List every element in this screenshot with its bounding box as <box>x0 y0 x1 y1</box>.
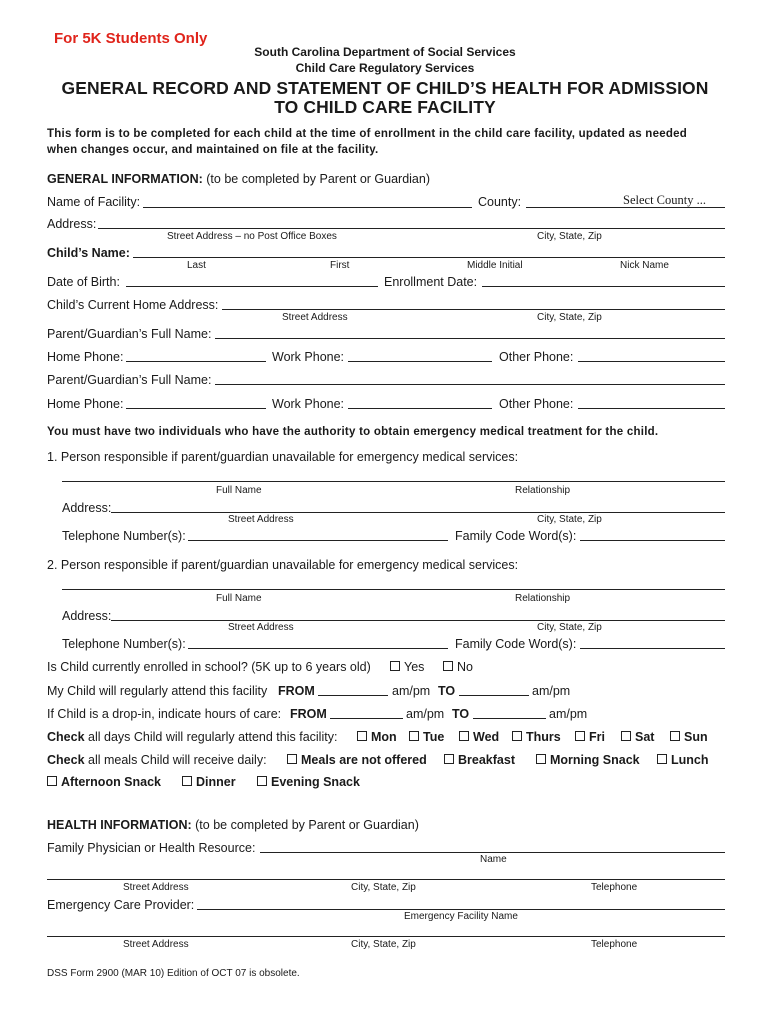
day-option-wed[interactable] <box>459 730 499 744</box>
day-label: Wed <box>473 730 500 744</box>
dropin-label: If Child is a drop-in, indicate hours of care: <box>47 707 282 721</box>
regular-from-field[interactable] <box>318 695 388 696</box>
school-yes-label: Yes <box>404 660 425 674</box>
emergency-caption-street: Street Address <box>123 939 189 950</box>
dob-field[interactable] <box>126 286 378 287</box>
intro-line1: This form is to be completed for each child at the time of enrollment in the child care facility, updated as needed <box>47 128 688 140</box>
emergency-caption-facility: Emergency Facility Name <box>404 911 518 922</box>
facility-address-field[interactable] <box>98 228 725 229</box>
dropin-from-label: FROM <box>290 707 327 721</box>
facility-field[interactable] <box>143 207 472 208</box>
parent2-other-phone-field[interactable] <box>578 408 725 409</box>
child-name-label: Child’s Name: <box>47 246 130 260</box>
day-label: Thurs <box>526 730 561 744</box>
caption-first: First <box>330 260 350 271</box>
parent2-label: Parent/Guardian’s Full Name: <box>47 373 212 387</box>
enrollment-field[interactable] <box>482 286 725 287</box>
meals-question-text: all meals Child will receive daily: <box>88 753 267 767</box>
day-label: Fri <box>589 730 605 744</box>
home-caption-city: City, State, Zip <box>537 312 602 323</box>
checkbox-icon <box>575 731 585 741</box>
person2-phone-field[interactable] <box>188 648 448 649</box>
intro-line2: when changes occur, and maintained on file at the facility. <box>47 144 379 156</box>
parent2-home-phone-field[interactable] <box>126 408 266 409</box>
parent1-other-phone-field[interactable] <box>578 361 725 362</box>
regular-to-field[interactable] <box>459 695 529 696</box>
meal-option-afternoon-snack[interactable] <box>47 775 161 789</box>
person2-name-field[interactable] <box>62 589 725 590</box>
person1-phone-label: Telephone Number(s): <box>62 529 186 543</box>
person1-address-label: Address: <box>62 501 112 515</box>
person1-address-field[interactable] <box>111 512 725 513</box>
regular-to-label: TO <box>438 684 456 698</box>
person1-caption-street: Street Address <box>228 514 294 525</box>
dob-label: Date of Birth: <box>47 275 120 289</box>
home-address-field[interactable] <box>222 309 725 310</box>
checkbox-icon <box>409 731 419 741</box>
person2-caption-relationship: Relationship <box>515 593 571 604</box>
meal-option-evening-snack[interactable] <box>257 775 360 789</box>
enrollment-label: Enrollment Date: <box>384 275 478 289</box>
school-yes-option[interactable] <box>390 660 424 674</box>
emergency-address-field[interactable] <box>47 936 725 937</box>
physician-label: Family Physician or Health Resource: <box>47 841 256 855</box>
emergency-provider-label: Emergency Care Provider: <box>47 898 195 912</box>
form-title-line1: GENERAL RECORD AND STATEMENT OF CHILD’S HEALTH FOR ADMISSION <box>61 78 709 98</box>
meal-option-not-offered[interactable] <box>287 753 427 767</box>
person1-caption-city: City, State, Zip <box>537 514 602 525</box>
checkbox-icon <box>670 731 680 741</box>
meal-label: Afternoon Snack <box>61 775 162 789</box>
form-title-line2: TO CHILD CARE FACILITY <box>274 97 496 117</box>
school-no-option[interactable] <box>443 660 473 674</box>
emergency-statement: You must have two individuals who have the authority to obtain emergency medical treatment for the child. <box>47 426 659 438</box>
meal-option-dinner[interactable] <box>182 775 236 789</box>
meal-label: Dinner <box>196 775 236 789</box>
day-option-sun[interactable] <box>670 730 708 744</box>
health-info-heading <box>47 818 419 832</box>
checkbox-icon <box>512 731 522 741</box>
person2-code-label: Family Code Word(s): <box>455 637 577 651</box>
regular-from-ampm: am/pm <box>392 684 431 698</box>
physician-name-field[interactable] <box>260 852 725 853</box>
emergency-caption-city: City, State, Zip <box>351 939 416 950</box>
checkbox-icon <box>47 776 57 786</box>
physician-address-field[interactable] <box>47 879 725 880</box>
person1-code-label: Family Code Word(s): <box>455 529 577 543</box>
checkbox-icon <box>621 731 631 741</box>
meal-label: Evening Snack <box>271 775 360 789</box>
meal-option-morning-snack[interactable] <box>536 753 640 767</box>
days-question-text: all days Child will regularly attend this facility: <box>88 730 338 744</box>
meal-option-breakfast[interactable] <box>444 753 515 767</box>
day-option-fri[interactable] <box>575 730 605 744</box>
facility-label: Name of Facility: <box>47 195 141 209</box>
parent2-field[interactable] <box>215 384 725 385</box>
home-address-label: Child’s Current Home Address: <box>47 298 219 312</box>
parent1-work-phone-label: Work Phone: <box>272 350 345 364</box>
day-label: Sat <box>635 730 655 744</box>
physician-caption-street: Street Address <box>123 882 189 893</box>
child-name-field[interactable] <box>133 257 725 258</box>
person2-caption-name: Full Name <box>216 593 262 604</box>
meal-option-lunch[interactable] <box>657 753 709 767</box>
emergency-caption-phone: Telephone <box>591 939 638 950</box>
day-option-thurs[interactable] <box>512 730 561 744</box>
person2-address-label: Address: <box>62 609 112 623</box>
county-label: County: <box>478 195 522 209</box>
regular-from-label: FROM <box>278 684 315 698</box>
person1-caption-name: Full Name <box>216 485 262 496</box>
banner-text: For 5K Students Only <box>54 30 208 47</box>
person2-caption-city: City, State, Zip <box>537 622 602 633</box>
day-label: Mon <box>371 730 397 744</box>
checkbox-icon <box>182 776 192 786</box>
meal-label: Breakfast <box>458 753 515 767</box>
parent2-work-phone-field[interactable] <box>348 408 492 409</box>
checkbox-icon <box>390 661 400 671</box>
meals-question <box>47 753 267 767</box>
day-label: Tue <box>423 730 445 744</box>
checkbox-icon <box>257 776 267 786</box>
physician-caption-name: Name <box>480 854 507 865</box>
checkbox-icon <box>459 731 469 741</box>
caption-nickname: Nick Name <box>620 260 669 271</box>
person1-code-field[interactable] <box>580 540 725 541</box>
person2-phone-label: Telephone Number(s): <box>62 637 186 651</box>
parent1-home-phone-label: Home Phone: <box>47 350 124 364</box>
general-info-heading <box>47 172 430 186</box>
parent1-field[interactable] <box>215 338 725 339</box>
division-name: Child Care Regulatory Services <box>295 61 475 75</box>
dropin-to-field[interactable] <box>473 718 546 719</box>
days-question <box>47 730 337 744</box>
checkbox-icon <box>287 754 297 764</box>
meal-label: Lunch <box>671 753 709 767</box>
parent1-work-phone-field[interactable] <box>348 361 492 362</box>
parent2-home-phone-label: Home Phone: <box>47 397 124 411</box>
form-footer: DSS Form 2900 (MAR 10) Edition of OCT 07 is obsolete. <box>47 968 300 979</box>
general-info-note: (to be completed by Parent or Guardian) <box>206 172 430 186</box>
emergency-facility-field[interactable] <box>197 909 725 910</box>
meal-label: Meals are not offered <box>301 753 427 767</box>
regular-to-ampm: am/pm <box>532 684 571 698</box>
physician-caption-city: City, State, Zip <box>351 882 416 893</box>
meal-label: Morning Snack <box>550 753 640 767</box>
county-selected-value: Select County ... <box>623 193 706 207</box>
parent1-label: Parent/Guardian’s Full Name: <box>47 327 212 341</box>
health-info-title: HEALTH INFORMATION: <box>47 818 192 832</box>
checkbox-icon <box>357 731 367 741</box>
person2-caption-street: Street Address <box>228 622 294 633</box>
day-option-mon[interactable] <box>357 730 397 744</box>
person1-name-field[interactable] <box>62 481 725 482</box>
health-info-note: (to be completed by Parent or Guardian) <box>195 818 419 832</box>
physician-caption-phone: Telephone <box>591 882 638 893</box>
parent1-other-phone-label: Other Phone: <box>499 350 574 364</box>
person1-heading: 1. Person responsible if parent/guardian unavailable for emergency medical services: <box>47 450 519 464</box>
day-option-tue[interactable] <box>409 730 444 744</box>
regular-attend-label: My Child will regularly attend this facility <box>47 684 268 698</box>
day-option-sat[interactable] <box>621 730 654 744</box>
parent2-work-phone-label: Work Phone: <box>272 397 345 411</box>
agency-name: South Carolina Department of Social Services <box>254 45 516 59</box>
address-caption-street: Street Address – no Post Office Boxes <box>167 231 337 242</box>
dropin-to-label: TO <box>452 707 470 721</box>
parent2-other-phone-label: Other Phone: <box>499 397 574 411</box>
checkbox-icon <box>536 754 546 764</box>
checkbox-icon <box>657 754 667 764</box>
school-question: Is Child currently enrolled in school? (5K up to 6 years old) <box>47 660 371 674</box>
person2-address-field[interactable] <box>111 620 725 621</box>
caption-middle: Middle Initial <box>467 260 523 271</box>
days-check-word: Check <box>47 730 85 744</box>
home-caption-street: Street Address <box>282 312 348 323</box>
caption-last: Last <box>187 260 206 271</box>
address-label: Address: <box>47 217 97 231</box>
address-caption-city: City, State, Zip <box>537 231 602 242</box>
dropin-from-ampm: am/pm <box>406 707 445 721</box>
parent1-home-phone-field[interactable] <box>126 361 266 362</box>
person1-phone-field[interactable] <box>188 540 448 541</box>
person2-code-field[interactable] <box>580 648 725 649</box>
general-info-title: GENERAL INFORMATION: <box>47 172 203 186</box>
checkbox-icon <box>443 661 453 671</box>
dropin-to-ampm: am/pm <box>549 707 588 721</box>
meals-check-word: Check <box>47 753 85 767</box>
school-no-label: No <box>457 660 473 674</box>
person1-caption-relationship: Relationship <box>515 485 571 496</box>
person2-heading: 2. Person responsible if parent/guardian unavailable for emergency medical services: <box>47 558 519 572</box>
dropin-from-field[interactable] <box>330 718 403 719</box>
day-label: Sun <box>684 730 708 744</box>
checkbox-icon <box>444 754 454 764</box>
